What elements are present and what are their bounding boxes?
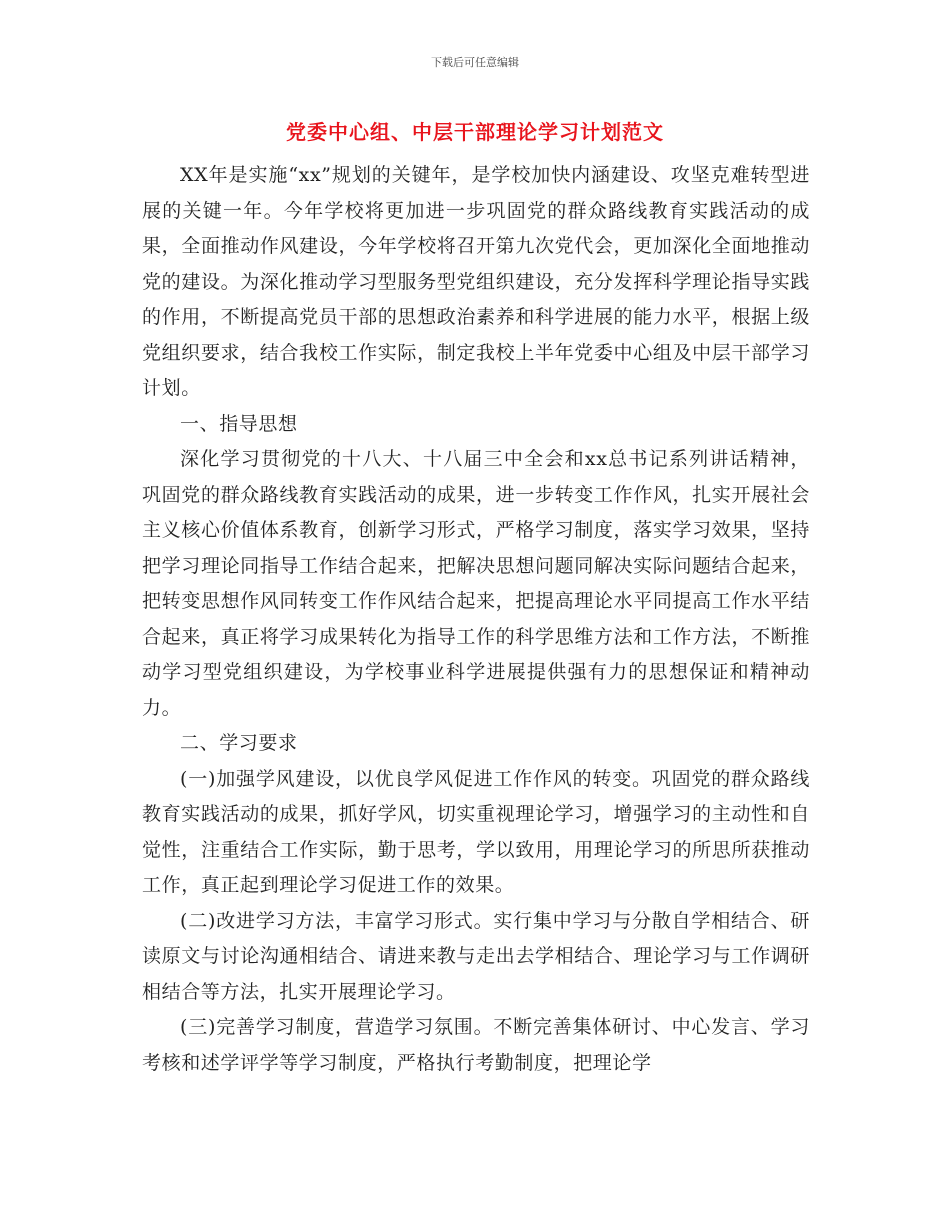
document-body bbox=[142, 158, 810, 1081]
requirement-item-1: (一)加强学风建设，以优良学风促进工作作风的转变。巩固党的群众路线教育实践活动的成果，抓好学风，切实重视理论学习，增强学习的主动性和自觉性，注重结合工作实际，勤于思考，学以致用，用理论学习的所思所获推动工作，真正起到理论学习促进工作的效果。 bbox=[142, 767, 810, 896]
section-heading-guiding-thought: 一、指导思想 bbox=[180, 412, 298, 435]
guiding-thought-paragraph: 深化学习贯彻党的十八大、十八届三中全会和xx总书记系列讲话精神，巩固党的群众路线教育实践活动的成果，进一步转变工作作风，扎实开展社会主义核心价值体系教育，创新学习形式，严格学习制度，落实学习效果，坚持把学习理论同指导工作结合起来，把解决思想问题同解决实际问题结合起来，把转变思想作风同转变工作作风结合起来，把提高理论水平同提高工作水平结合起来，真正将学习成果转化为指导工作的科学思维方法和工作方法，不断推动学习型党组织建设，为学校事业科学进展提供强有力的思想保证和精神动力。 bbox=[142, 448, 810, 719]
intro-paragraph: XX年是实施“xx”规划的关键年，是学校加快内涵建设、攻坚克难转型进展的关键一年。今年学校将更加进一步巩固党的群众路线教育实践活动的成果，全面推动作风建设，今年学校将召开第九次党代会，更加深化全面地推动党的建设。为深化推动学习型服务型党组织建设，充分发挥科学理论指导实践的作用，不断提高党员干部的思想政治素养和科学进展的能力水平，根据上级党组织要求，结合我校工作实际，制定我校上半年党委中心组及中层干部学习计划。 bbox=[142, 164, 810, 399]
section-heading-study-requirements: 二、学习要求 bbox=[180, 732, 298, 754]
header-note: 下载后可任意编辑 bbox=[431, 56, 519, 69]
requirement-item-2: (二)改进学习方法，丰富学习形式。实行集中学习与分散自学相结合、研读原文与讨论沟通相结合、请进来教与走出去学相结合、理论学习与工作调研相结合等方法，扎实开展理论学习。 bbox=[142, 909, 810, 1003]
document-title: 党委中心组、中层干部理论学习计划范文 bbox=[286, 120, 664, 144]
requirement-item-3: (三)完善学习制度，营造学习氛围。不断完善集体研讨、中心发言、学习考核和述学评学等学习制度，严格执行考勤制度，把理论学 bbox=[142, 1016, 810, 1074]
